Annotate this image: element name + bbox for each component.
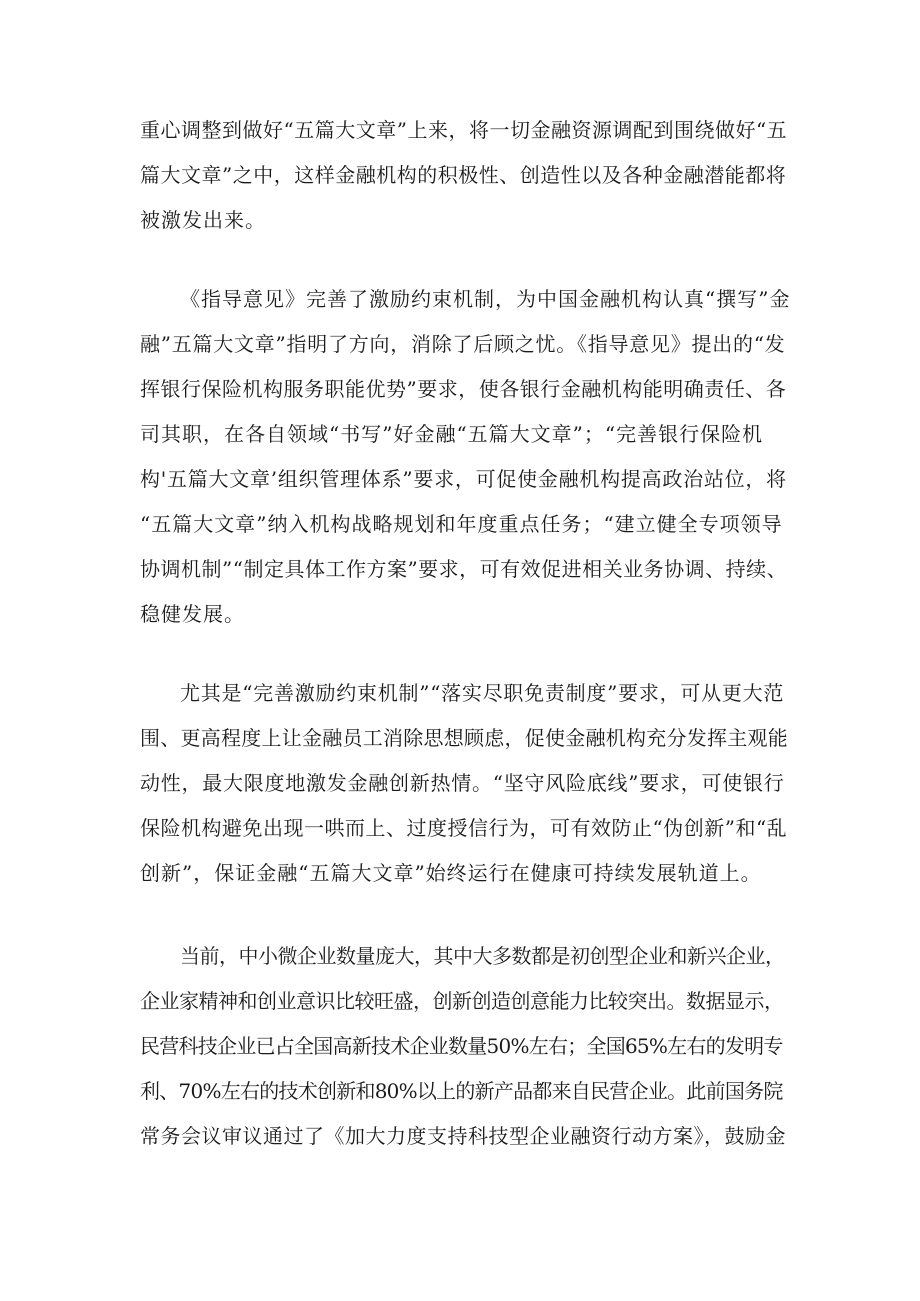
text-line: 稳健发展。 — [140, 602, 245, 626]
text-line: “五篇大文章”纳入机构战略规划和年度重点任务；“建立健全专项领导 — [140, 512, 783, 536]
text-line: 企业家精神和创业意识比较旺盛，创新创造创意能力比较突出。数据显示， — [140, 989, 784, 1013]
text-line: 挥银行保险机构服务职能优势”要求，使各银行金融机构能明确责任、各 — [140, 377, 787, 401]
text-line: 尤其是“完善激励约束机制”“落实尽职免责制度”要求，可从更大范 — [180, 681, 785, 705]
text-line: 保险机构避免出现一哄而上、过度授信行为，可有效防止“伪创新”和“乱 — [140, 816, 788, 840]
text-line: 常务会议审议通过了《加大力度支持科技型企业融资行动方案》，鼓励金 — [140, 1124, 786, 1148]
text-line: 当前，中小微企业数量庞大，其中大多数都是初创型企业和新兴企业， — [180, 944, 785, 968]
text-line: 民营科技企业已占全国高新技术企业数量50%左右；全国65%左右的发明专 — [140, 1034, 783, 1058]
text-line: 《指导意见》完善了激励约束机制，为中国金融机构认真“撰写”金 — [180, 287, 791, 311]
text-line: 篇大文章”之中，这样金融机构的积极性、创造性以及各种金融潜能都将 — [140, 163, 787, 187]
text-line: 利、70%左右的技术创新和80%以上的新产品都来自民营企业。此前国务院 — [140, 1079, 783, 1103]
text-line: 构'五篇大文章’组织管理体系”要求，可促使金融机构提高政治站位，将 — [140, 467, 787, 491]
text-line: 融”五篇大文章”指明了方向，消除了后顾之忧。《指导意见》提出的“发 — [140, 332, 786, 356]
text-line: 重心调整到做好“五篇大文章”上来，将一切金融资源调配到围绕做好“五 — [140, 118, 788, 142]
text-line: 创新”，保证金融“五篇大文章”始终运行在健康可持续发展轨道上。 — [140, 861, 762, 885]
text-line: 动性，最大限度地激发金融创新热情。“坚守风险底线”要求，可使银行 — [140, 771, 785, 795]
text-line: 司其职，在各自领域“书写”好金融“五篇大文章”；“完善银行保险机 — [140, 422, 764, 446]
text-line: 被激发出来。 — [140, 208, 266, 232]
text-line: 协调机制”“制定具体工作方案”要求，可有效促进相关业务协调、持续、 — [140, 557, 788, 581]
text-line: 围、更高程度上让金融员工消除思想顾虑，促使金融机构充分发挥主观能 — [140, 726, 788, 750]
